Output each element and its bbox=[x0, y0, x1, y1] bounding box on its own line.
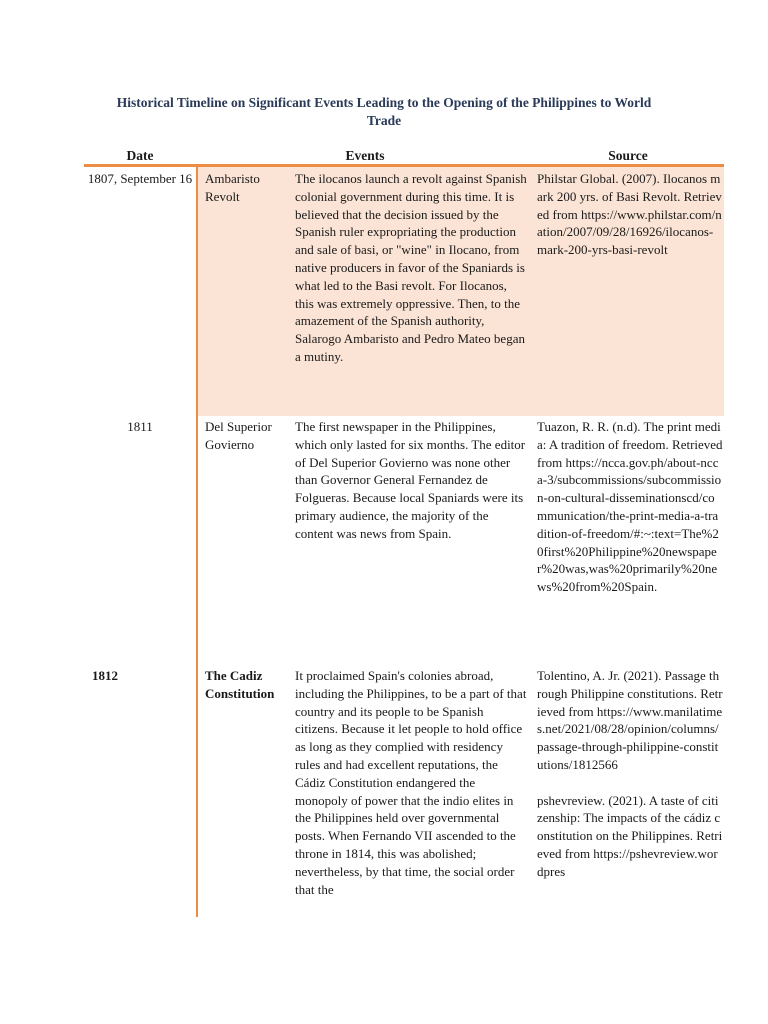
date-column-border bbox=[196, 167, 198, 917]
document-title: Historical Timeline on Significant Events Leading to the Opening of the Philippines to World Trade bbox=[116, 95, 652, 128]
header-date: Date bbox=[126, 148, 154, 163]
row-1-event: Ambaristo Revolt bbox=[205, 171, 260, 204]
row-2-event: Del Superior Govierno bbox=[205, 419, 272, 452]
row-1-description: The ilocanos launch a revolt against Spanish colonial government during this time. It is believed that the decision issued by the Spanish ruler expropriating the production and sale of basi, or "wine" in Ilocano, from native producers in favor of the Spaniards is what led to the Basi revolt. For Ilocanos, this was extremely oppressive. Then, to the amazement of the Spanish authority, Salarogo Ambaristo and Pedro Mateo began a mutiny. bbox=[295, 171, 527, 364]
row-3-date: 1812 bbox=[92, 668, 118, 683]
row-3-source-2: pshevreview. (2021). A taste of citizenship: The impacts of the cádiz constitution on the Philippines. Retrieved from https://pshevreview.wordpres bbox=[537, 792, 723, 879]
row-2-source: Tuazon, R. R. (n.d). The print media: A tradition of freedom. Retrieved from https://ncca.gov.ph/about-ncca-3/subcommissions/subcommission-on-cultural-disseminationscd/communication/the-print-media-a-tradition-of-freedom/#:~:text=The%20first%20Philippine%20newspaper%20was,was%20primarily%20news%20from%20Spain. bbox=[537, 419, 723, 595]
row-3-source: Tolentino, A. Jr. (2021). Passage through Philippine constitutions. Retrieved from https://www.manilatimes.net/2021/08/28/opinion/columns/passage-through-philippine-constitutions/1812566 bbox=[537, 668, 723, 772]
header-events: Events bbox=[345, 148, 385, 163]
row-1-date: 1807, September 16 bbox=[87, 171, 193, 186]
row-3-description: It proclaimed Spain's colonies abroad, including the Philippines, to be a part of that country and its people to be Spanish citizens. Because it let people to hold office as long as they complied with residency rules and had excellent reputations, the Cádiz Constitution endangered the monopoly of power that the indio elites in the Philippines held over governmental posts. When Fernando VII ascended to the throne in 1814, this was abolished; nevertheless, by that time, the social order that the bbox=[295, 668, 527, 897]
row-3-source-block bbox=[537, 667, 723, 917]
row-2-description: The first newspaper in the Philippines, which only lasted for six months. The editor of Del Superior Govierno was none other than Governor General Fernandez de Folgueras. Because local Spaniards were its primary audience, the majority of the content was news from Spain. bbox=[295, 419, 526, 541]
header-source: Source bbox=[608, 148, 648, 163]
row-3-event: The Cadiz Constitution bbox=[205, 668, 275, 701]
row-1-source: Philstar Global. (2007). Ilocanos mark 200 yrs. of Basi Revolt. Retrieved from https://www.philstar.com/nation/2007/09/28/16926/ilocanos-mark-200-yrs-basi-revolt bbox=[537, 171, 722, 258]
row-2-date: 1811 bbox=[127, 419, 153, 434]
